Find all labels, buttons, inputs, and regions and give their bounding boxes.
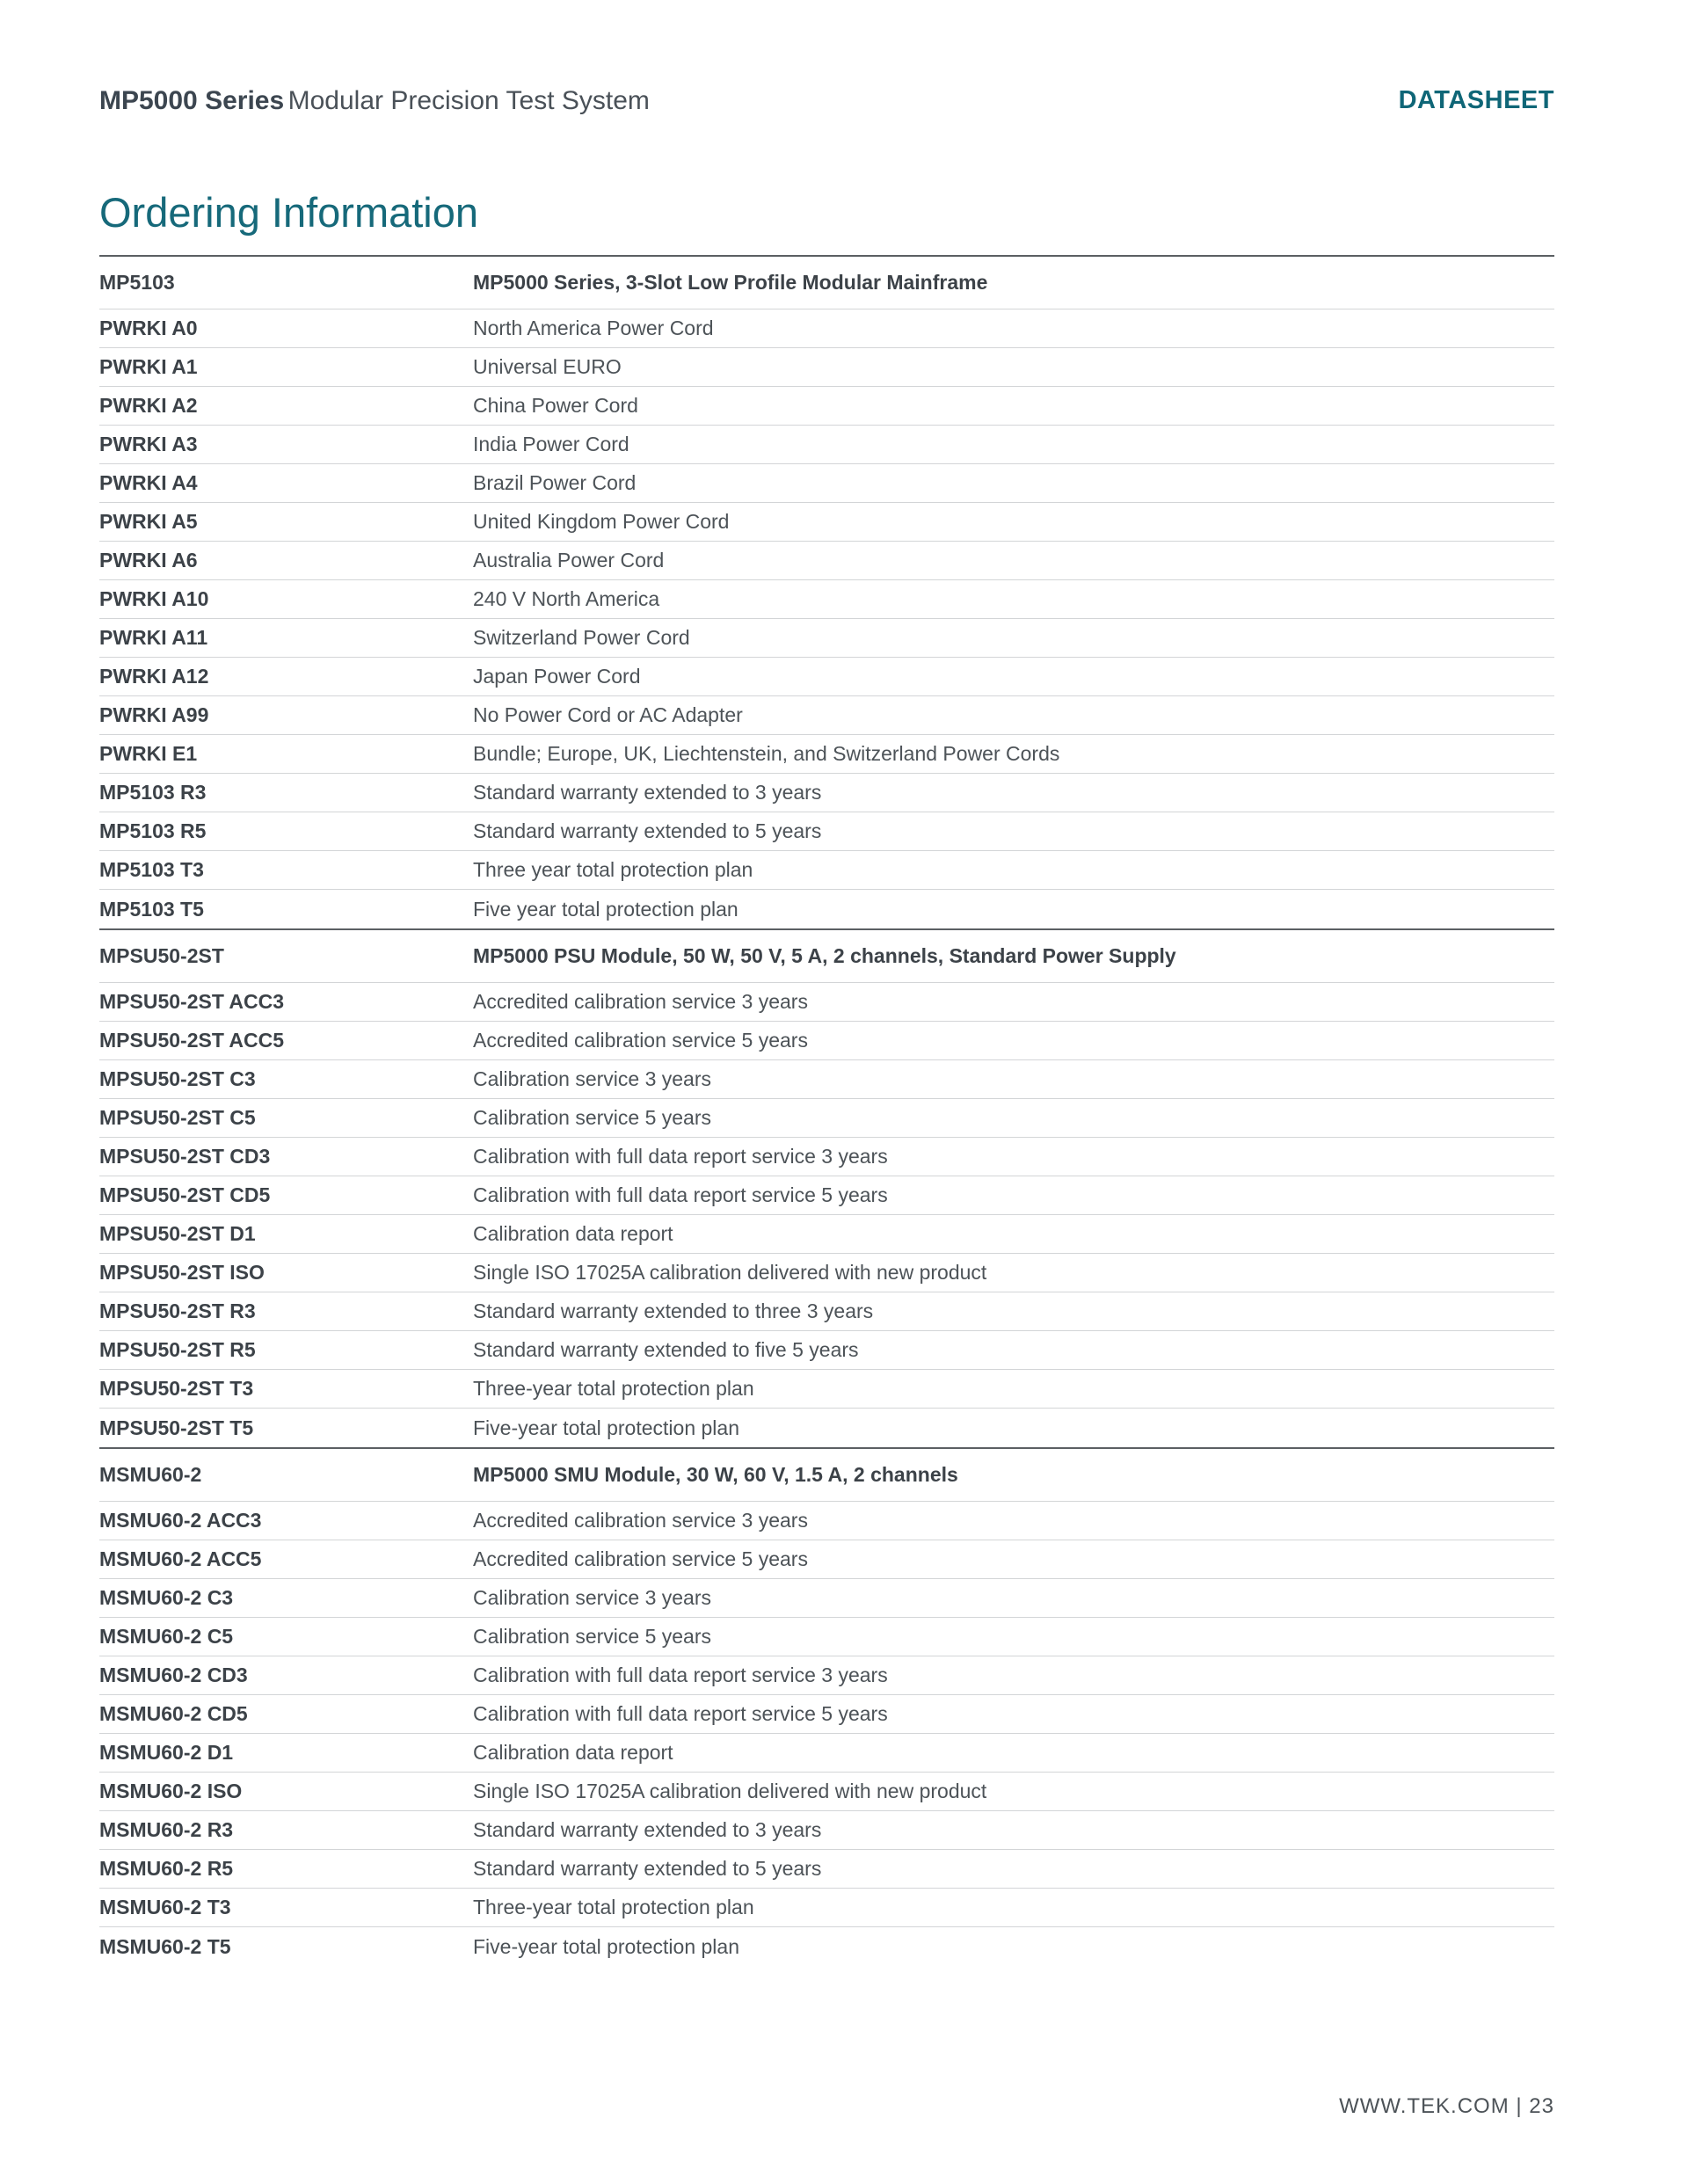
section-title: Ordering Information — [99, 189, 479, 236]
option-code: PWRKI A0 — [99, 317, 198, 339]
option-code: MPSU50-2ST CD3 — [99, 1145, 271, 1168]
option-row — [99, 619, 1554, 658]
option-description: Calibration with full data report service 5 years — [473, 1702, 888, 1725]
option-code: MSMU60-2 CD5 — [99, 1702, 248, 1725]
product-description: MP5000 PSU Module, 50 W, 50 V, 5 A, 2 channels, Standard Power Supply — [473, 944, 1176, 967]
option-description: Three year total protection plan — [473, 858, 753, 881]
product-description: MP5000 Series, 3-Slot Low Profile Modular Mainframe — [473, 271, 988, 294]
option-description: North America Power Cord — [473, 317, 714, 339]
product-code: MPSU50-2ST — [99, 944, 224, 967]
option-row — [99, 542, 1554, 580]
option-row — [99, 464, 1554, 503]
option-description: United Kingdom Power Cord — [473, 510, 730, 533]
option-description: Brazil Power Cord — [473, 471, 637, 494]
option-description: 240 V North America — [473, 587, 660, 610]
option-code: MPSU50-2ST ACC5 — [99, 1029, 285, 1052]
option-code: PWRKI A5 — [99, 510, 198, 533]
option-code: MSMU60-2 C3 — [99, 1586, 234, 1609]
option-description: Japan Power Cord — [473, 665, 641, 688]
option-description: Standard warranty extended to 5 years — [473, 819, 822, 842]
option-row — [99, 1889, 1554, 1927]
option-row — [99, 735, 1554, 774]
option-description: No Power Cord or AC Adapter — [473, 703, 743, 726]
option-code: MP5103 T5 — [99, 897, 204, 921]
option-row — [99, 1695, 1554, 1734]
option-code: MPSU50-2ST T3 — [99, 1377, 254, 1400]
option-code: MPSU50-2ST C5 — [99, 1106, 256, 1129]
option-description: Single ISO 17025A calibration delivered with new product — [473, 1780, 987, 1802]
option-code: PWRKI A6 — [99, 549, 198, 571]
option-description: Australia Power Cord — [473, 549, 665, 571]
option-code: MSMU60-2 C5 — [99, 1625, 234, 1648]
option-code: MSMU60-2 ISO — [99, 1780, 243, 1802]
option-row — [99, 1773, 1554, 1811]
option-code: MSMU60-2 T3 — [99, 1896, 231, 1918]
option-code: MPSU50-2ST C3 — [99, 1067, 256, 1090]
product-header-row — [99, 930, 1554, 983]
option-row — [99, 1409, 1554, 1447]
option-code: MPSU50-2ST CD5 — [99, 1183, 271, 1206]
option-row — [99, 1502, 1554, 1540]
option-code: PWRKI A10 — [99, 587, 209, 610]
option-row — [99, 851, 1554, 890]
option-code: MSMU60-2 R5 — [99, 1857, 234, 1880]
option-row — [99, 1370, 1554, 1409]
option-row — [99, 1540, 1554, 1579]
option-row — [99, 348, 1554, 387]
option-code: MPSU50-2ST ISO — [99, 1261, 265, 1284]
option-description: Accredited calibration service 5 years — [473, 1547, 808, 1570]
product-code: MP5103 — [99, 271, 175, 294]
option-code: MP5103 R5 — [99, 819, 207, 842]
option-row — [99, 1331, 1554, 1370]
option-code: PWRKI A4 — [99, 471, 198, 494]
option-row — [99, 1138, 1554, 1176]
option-description: Three-year total protection plan — [473, 1377, 754, 1400]
ordering-table — [99, 255, 1554, 1966]
option-row — [99, 309, 1554, 348]
option-code: PWRKI E1 — [99, 742, 198, 765]
option-description: Single ISO 17025A calibration delivered with new product — [473, 1261, 987, 1284]
option-description: Calibration service 3 years — [473, 1586, 712, 1609]
option-description: Five-year total protection plan — [473, 1934, 739, 1958]
option-row — [99, 1292, 1554, 1331]
option-description: Calibration service 5 years — [473, 1625, 712, 1648]
option-row — [99, 774, 1554, 812]
footer-separator: | — [1516, 2094, 1523, 2118]
option-row — [99, 1734, 1554, 1773]
product-group — [99, 930, 1554, 1449]
option-code: PWRKI A2 — [99, 394, 198, 417]
option-code: MSMU60-2 CD3 — [99, 1663, 248, 1686]
option-code: PWRKI A12 — [99, 665, 209, 688]
option-code: PWRKI A11 — [99, 626, 208, 649]
product-header-row — [99, 1449, 1554, 1502]
option-description: Calibration data report — [473, 1741, 673, 1764]
product-description: MP5000 SMU Module, 30 W, 60 V, 1.5 A, 2 channels — [473, 1463, 958, 1486]
option-description: Accredited calibration service 5 years — [473, 1029, 808, 1052]
option-row — [99, 1618, 1554, 1656]
option-description: Accredited calibration service 3 years — [473, 990, 808, 1013]
option-code: MP5103 R3 — [99, 781, 207, 804]
option-description: China Power Cord — [473, 394, 638, 417]
option-code: MP5103 T3 — [99, 858, 204, 881]
option-row — [99, 503, 1554, 542]
option-row — [99, 696, 1554, 735]
product-group — [99, 1449, 1554, 1966]
option-description: Switzerland Power Cord — [473, 626, 690, 649]
option-code: MSMU60-2 ACC5 — [99, 1547, 262, 1570]
option-description: Universal EURO — [473, 355, 622, 378]
option-row — [99, 1215, 1554, 1254]
option-description: Standard warranty extended to three 3 years — [473, 1299, 874, 1322]
option-description: Standard warranty extended to five 5 years — [473, 1338, 859, 1361]
option-description: Standard warranty extended to 3 years — [473, 1818, 822, 1841]
option-description: Five-year total protection plan — [473, 1416, 739, 1439]
datasheet-label: DATASHEET — [1398, 86, 1554, 114]
page-number: 23 — [1529, 2094, 1554, 2118]
option-row — [99, 983, 1554, 1022]
footer-site: WWW.TEK.COM — [1339, 2094, 1510, 2118]
option-row — [99, 426, 1554, 464]
option-row — [99, 1099, 1554, 1138]
product-group — [99, 257, 1554, 930]
product-code: MSMU60-2 — [99, 1463, 202, 1486]
option-description: Calibration data report — [473, 1222, 673, 1245]
option-row — [99, 812, 1554, 851]
option-row — [99, 658, 1554, 696]
product-header-row — [99, 257, 1554, 309]
option-row — [99, 1176, 1554, 1215]
option-code: MPSU50-2ST R5 — [99, 1338, 256, 1361]
option-code: MPSU50-2ST ACC3 — [99, 990, 285, 1013]
option-row — [99, 1811, 1554, 1850]
option-row — [99, 1579, 1554, 1618]
option-description: Calibration with full data report service 3 years — [473, 1145, 888, 1168]
option-code: MSMU60-2 D1 — [99, 1741, 234, 1764]
page-footer — [1339, 2094, 1554, 2119]
option-row — [99, 1060, 1554, 1099]
option-row — [99, 1656, 1554, 1695]
option-description: Standard warranty extended to 3 years — [473, 781, 822, 804]
option-row — [99, 387, 1554, 426]
option-code: MSMU60-2 R3 — [99, 1818, 234, 1841]
option-row — [99, 1927, 1554, 1966]
option-description: Five year total protection plan — [473, 897, 738, 921]
option-code: MPSU50-2ST T5 — [99, 1416, 254, 1439]
option-row — [99, 890, 1554, 928]
option-description: Three-year total protection plan — [473, 1896, 754, 1918]
option-row — [99, 1022, 1554, 1060]
series-name: MP5000 Series — [99, 86, 285, 115]
option-description: Calibration with full data report service 3 years — [473, 1663, 888, 1686]
option-description: Calibration with full data report service 5 years — [473, 1183, 888, 1206]
option-description: India Power Cord — [473, 433, 629, 455]
option-code: PWRKI A3 — [99, 433, 198, 455]
option-code: PWRKI A99 — [99, 703, 209, 726]
option-description: Calibration service 3 years — [473, 1067, 712, 1090]
option-description: Accredited calibration service 3 years — [473, 1509, 808, 1532]
option-row — [99, 1254, 1554, 1292]
series-subtitle: Modular Precision Test System — [287, 86, 650, 115]
option-code: MPSU50-2ST R3 — [99, 1299, 256, 1322]
option-description: Calibration service 5 years — [473, 1106, 712, 1129]
option-row — [99, 580, 1554, 619]
option-description: Bundle; Europe, UK, Liechtenstein, and Switzerland Power Cords — [473, 742, 1060, 765]
option-description: Standard warranty extended to 5 years — [473, 1857, 822, 1880]
page-header — [99, 86, 1554, 121]
option-row — [99, 1850, 1554, 1889]
option-code: PWRKI A1 — [99, 355, 198, 378]
option-code: MSMU60-2 T5 — [99, 1934, 231, 1958]
option-code: MSMU60-2 ACC3 — [99, 1509, 262, 1532]
option-code: MPSU50-2ST D1 — [99, 1222, 256, 1245]
